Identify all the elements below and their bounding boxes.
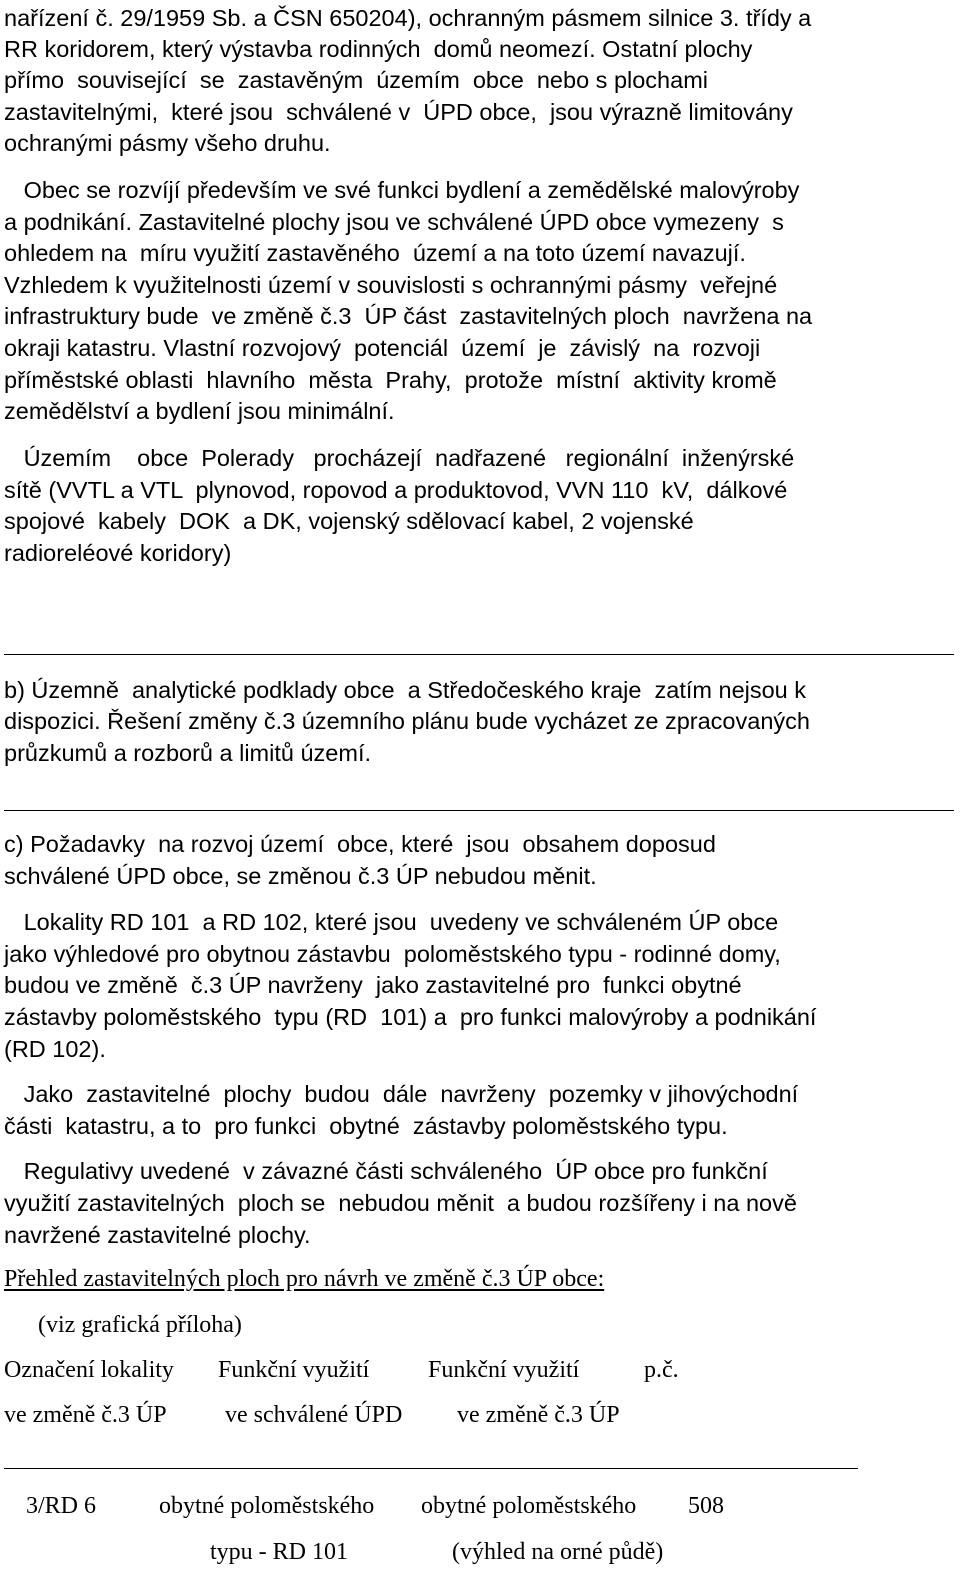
text-line: Obec se rozvíjí především ve své funkci bydlení a zemědělské malovýroby bbox=[4, 177, 800, 203]
text-line: ohledem na míru využití zastavěného území a na toto území navazují. bbox=[4, 240, 746, 266]
text-line: části katastru, a to pro funkci obytné zástavby poloměstského typu. bbox=[4, 1113, 728, 1139]
text-line: nařízení č. 29/1959 Sb. a ČSN 650204), ochranným pásmem silnice 3. třídy a bbox=[4, 5, 812, 31]
text-line: budou ve změně č.3 ÚP navrženy jako zastavitelné pro funkci obytné bbox=[4, 972, 742, 998]
text-line: ochranými pásmy všeho druhu. bbox=[4, 130, 331, 156]
table-cell-locality: 3/RD 6 bbox=[26, 1493, 97, 1519]
text-line: infrastruktury bude ve změně č.3 ÚP část zastavitelných ploch navržena na bbox=[4, 303, 813, 329]
table-cell-planned-use: (výhled na orné půdě) bbox=[452, 1539, 664, 1565]
text-line: a podnikání. Zastavitelné plochy jsou ve schválené ÚPD obce vymezeny s bbox=[4, 209, 784, 235]
text-line: zastavitelnými, které jsou schválené v ÚPD obce, jsou výrazně limitovány bbox=[4, 99, 793, 125]
text-line: okraji katastru. Vlastní rozvojový potenciál území je závislý na rozvoji bbox=[4, 335, 761, 361]
table-header-cell: ve změně č.3 ÚP bbox=[4, 1402, 167, 1428]
text-line: dispozici. Řešení změny č.3 územního plánu bude vycházet ze zpracovaných bbox=[4, 708, 810, 734]
text-line: spojové kabely DOK a DK, vojenský sdělovací kabel, 2 vojenské bbox=[4, 508, 694, 534]
overview-heading: Přehled zastavitelných ploch pro návrh ve změně č.3 ÚP obce: bbox=[4, 1266, 605, 1292]
table-header-cell: ve změně č.3 ÚP bbox=[457, 1402, 620, 1428]
text-line: radioreléové koridory) bbox=[4, 540, 232, 566]
text-line: b) Územně analytické podklady obce a Středočeského kraje zatím nejsou k bbox=[4, 677, 807, 703]
text-line: průzkumů a rozborů a limitů území. bbox=[4, 740, 372, 766]
text-line: využití zastavitelných ploch se nebudou měnit a budou rozšířeny i na nově bbox=[4, 1190, 797, 1216]
table-header-cell: Funkční využití bbox=[218, 1357, 370, 1383]
text-line: c) Požadavky na rozvoj území obce, které jsou obsahem doposud bbox=[4, 831, 716, 857]
divider-line bbox=[4, 654, 954, 655]
divider-line bbox=[4, 810, 954, 811]
text-line: Jako zastavitelné plochy budou dále navrženy pozemky v jihovýchodní bbox=[4, 1081, 799, 1107]
text-line: RR koridorem, který výstavba rodinných domů neomezí. Ostatní plochy bbox=[4, 36, 753, 62]
text-line: jako výhledové pro obytnou zástavbu poloměstského typu - rodinné domy, bbox=[4, 941, 781, 967]
table-cell-current-use: obytné poloměstského bbox=[159, 1493, 375, 1519]
table-cell-parcel: 508 bbox=[688, 1493, 724, 1519]
text-line: (RD 102). bbox=[4, 1036, 106, 1062]
text-line: navržené zastavitelné plochy. bbox=[4, 1222, 311, 1248]
text-line: Územím obce Polerady procházejí nadřazené regionální inženýrské bbox=[4, 445, 795, 471]
table-cell-current-use: typu - RD 101 bbox=[210, 1539, 348, 1565]
table-header-cell: p.č. bbox=[644, 1357, 679, 1383]
table-cell-planned-use: obytné poloměstského bbox=[421, 1493, 637, 1519]
text-line: Regulativy uvedené v závazné části schváleného ÚP obce pro funkční bbox=[4, 1158, 768, 1184]
text-line: zemědělství a bydlení jsou minimální. bbox=[4, 398, 395, 424]
text-line: Vzhledem k využitelnosti území v souvislosti s ochrannými pásmy veřejné bbox=[4, 272, 778, 298]
table-header-cell: Funkční využití bbox=[428, 1357, 580, 1383]
text-line: sítě (VVTL a VTL plynovod, ropovod a produktovod, VVN 110 kV, dálkové bbox=[4, 477, 788, 503]
graphic-note: (viz grafická příloha) bbox=[38, 1312, 242, 1338]
table-header-cell: Označení lokality bbox=[4, 1357, 174, 1383]
text-line: zástavby poloměstského typu (RD 101) a pro funkci malovýroby a podnikání bbox=[4, 1004, 817, 1030]
table-header-cell: ve schválené ÚPD bbox=[225, 1402, 403, 1428]
text-line: příměstské oblasti hlavního města Prahy, protože místní aktivity kromě bbox=[4, 367, 777, 393]
text-line: přímo související se zastavěným územím obce nebo s plochami bbox=[4, 67, 708, 93]
text-line: Lokality RD 101 a RD 102, které jsou uvedeny ve schváleném ÚP obce bbox=[4, 909, 779, 935]
text-line: schválené ÚPD obce, se změnou č.3 ÚP nebudou měnit. bbox=[4, 863, 597, 889]
table-divider bbox=[4, 1468, 858, 1469]
